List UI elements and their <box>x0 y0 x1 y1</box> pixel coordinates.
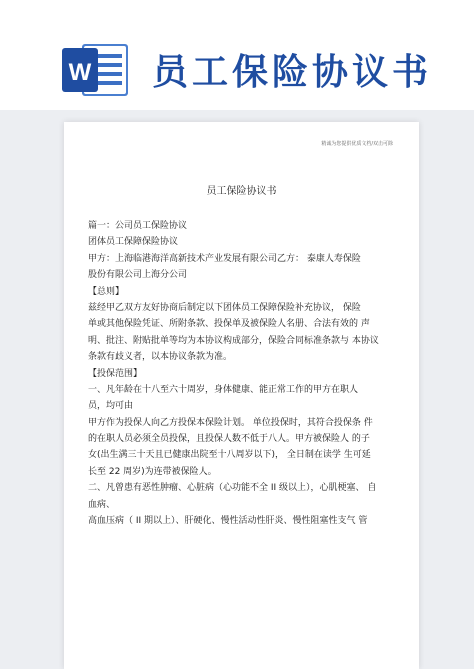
body-line: 【投保范围】 <box>88 368 143 379</box>
body-line: 一、凡年龄在十八至六十周岁，身体健康、能正常工作的甲方在职人 <box>88 384 359 395</box>
body-line: 股份有限公司上海分公司 <box>88 270 188 281</box>
body-line: 血病、 <box>88 499 116 510</box>
body-line: 的在职人员必须全员投保，且投保人数不低于八人。甲方被保险人 的子 <box>88 434 370 445</box>
body-line: 单或其他保险凭证、所附条款、投保单及被保险人名册、合法有效的 声 <box>88 319 370 330</box>
body-line: 兹经甲乙双方友好协商后制定以下团体员工保障保险补充协议， 保险 <box>88 302 361 313</box>
word-doc-icon <box>62 40 134 100</box>
body-line: 二、凡曾患有恶性肿瘤、心脏病（心功能不全 II 级以上），心肌梗塞、 自 <box>88 483 377 494</box>
body-line: 员，均可由 <box>88 401 134 412</box>
body-line: 【总则】 <box>88 286 125 297</box>
body-line: 甲方作为投保人向乙方投保本保险计划。 单位投保时，其符合投保条 件 <box>88 417 373 428</box>
body-line: 女(出生满三十天且已健康出院至十八周岁以下)， 全日制在读学 生可延 <box>88 450 371 461</box>
header-note: 精诚为您提供优质文档/双击可除 <box>321 141 393 147</box>
word-icon-letter: W <box>68 59 92 86</box>
document-body <box>88 218 406 529</box>
body-line: 篇一：公司员工保险协议 <box>88 221 188 231</box>
document-title: 员工保险协议书 <box>206 186 277 197</box>
body-line: 高血压病（ II 期以上）、肝硬化、慢性活动性肝炎、慢性阻塞性支气 管 <box>88 516 368 527</box>
document-page <box>64 122 419 669</box>
banner <box>0 0 474 110</box>
body-line: 条款有歧义者，以本协议条款为准。 <box>88 352 233 363</box>
body-line: 团体员工保障保险协议 <box>88 237 179 248</box>
body-line: 甲方：上海临港海洋高新技术产业发展有限公司乙方： 泰康人寿保险 <box>88 253 361 264</box>
body-line: 明、批注、附贴批单等均为本协议构成部分，保险合同标准条款与 本协议 <box>88 335 379 346</box>
banner-title: 员工保险协议书 <box>152 52 433 93</box>
body-line: 长至 22 周岁)为连带被保险人。 <box>88 466 217 477</box>
